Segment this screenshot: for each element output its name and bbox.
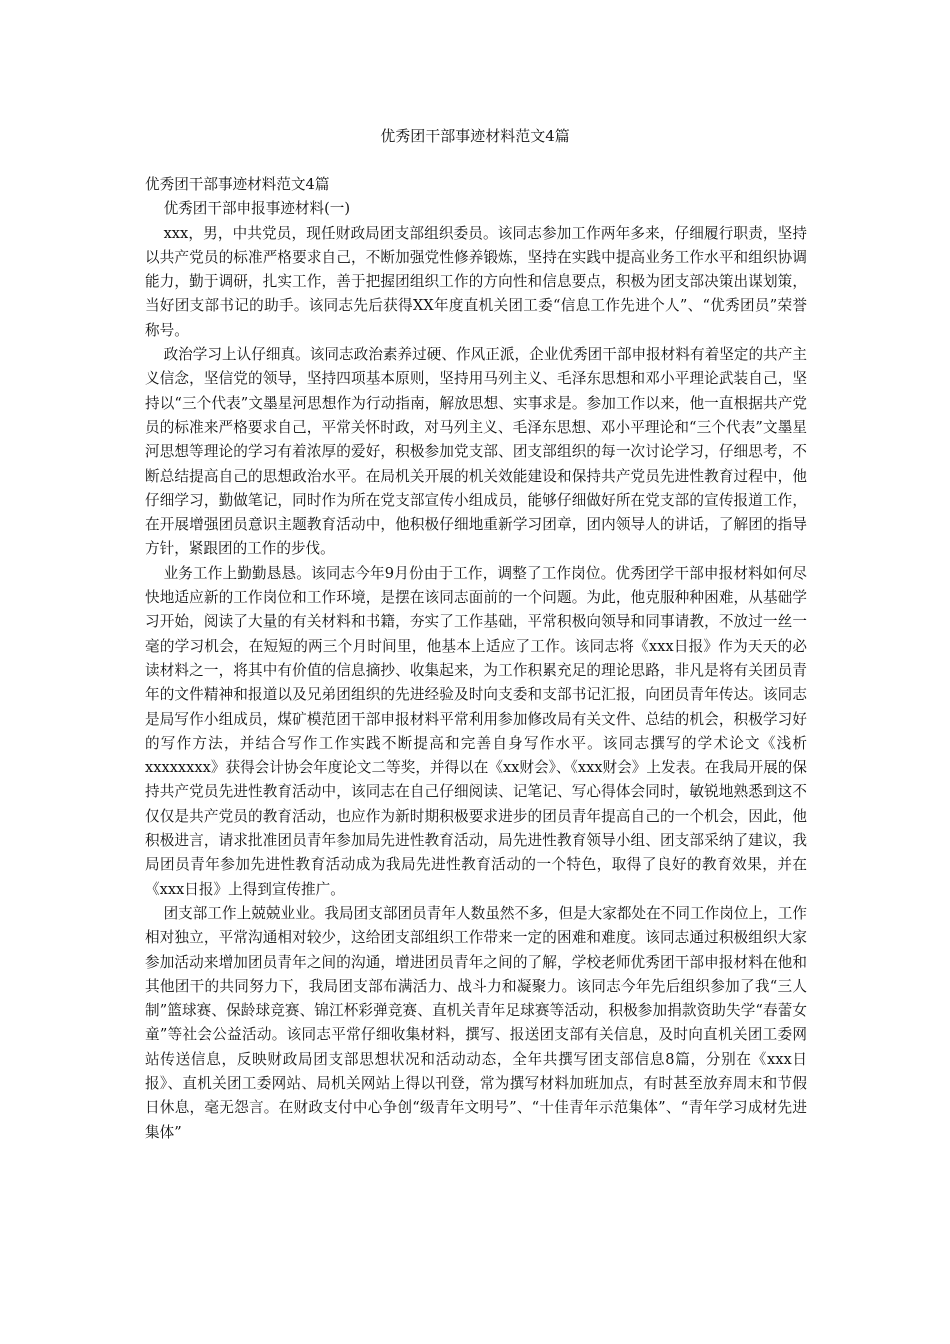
document-body bbox=[145, 173, 807, 1145]
document-subtitle: 优秀团干部事迹材料范文4篇 bbox=[145, 176, 330, 193]
document-title: 优秀团干部事迹材料范文4篇 bbox=[380, 127, 570, 145]
section-heading: 优秀团干部申报事迹材料(一) bbox=[163, 200, 351, 218]
paragraph-1: xxx，男，中共党员，现任财政局团支部组织委员。该同志参加工作两年多来，仔细履行职责，坚持以共产党员的标准严格要求自己，不断加强党性修养锻炼，坚持在实践中提高业务工作水平和组织协调能力，勤于调研，扎实工作，善于把握团组织工作的方向性和信息要点，积极为团支部决策出谋划策，当好团支部书记的助手。该同志先后获得XX年度直机关团工委“信息工作先进个人”、“优秀团员”荣誉称号。 bbox=[145, 224, 807, 339]
paragraph-3: 业务工作上勤勤恳恳。该同志今年9月份由于工作，调整了工作岗位。优秀团学干部申报材料如何尽快地适应新的工作岗位和工作环境，是摆在该同志面前的一个问题。为此，他克服种种困难，从基础学习开始，阅读了大量的有关材料和书籍，夯实了工作基础，平常积极向领导和同事请教，不放过一丝一毫的学习机会，在短短的两三个月时间里，他基本上适应了工作。该同志将《xxx日报》作为天天的必读材料之一，将其中有价值的信息摘抄、收集起来，为工作积累充足的理论思路，非凡是将有关团员青年的文件精神和报道以及兄弟团组织的先进经验及时向支委和支部书记汇报，向团员青年传达。该同志是局写作小组成员，煤矿模范团干部申报材料平常利用参加修改局有关文件、总结的机会，积极学习好的写作方法，并结合写作工作实践不断提高和完善自身写作水平。该同志撰写的学术论文《浅析xxxxxxxx》获得会计协会年度论文二等奖，并得以在《xx财会》、《xxx财会》上发表。在我局开展的保持共产党员先进性教育活动中，该同志在自己仔细阅读、记笔记、写心得体会同时，敏锐地熟悉到这不仅仅是共产党员的教育活动，也应作为新时期积极要求进步的团员青年提高自己的一个机会，因此，他积极进言，请求批准团员青年参加局先进性教育活动，局先进性教育领导小组、团支部采纳了建议，我局团员青年参加先进性教育活动成为我局先进性教育活动的一个特色，取得了良好的教育效果，并在《xxx日报》上得到宣传推广。 bbox=[145, 564, 807, 898]
paragraph-2: 政治学习上认仔细真。该同志政治素养过硬、作风正派，企业优秀团干部申报材料有着坚定的共产主义信念，坚信党的领导，坚持四项基本原则，坚持用马列主义、毛泽东思想和邓小平理论武装自己，坚持以“三个代表”文墨星河思想作为行动指南，解放思想、实事求是。参加工作以来，他一直根据共产党员的标准来严格要求自己，平常关怀时政，对马列主义、毛泽东思想、邓小平理论和“三个代表”文墨星河思想等理论的学习有着浓厚的爱好，积极参加党支部、团支部组织的每一次讨论学习，仔细思考，不断总结提高自己的思想政治水平。在局机关开展的机关效能建设和保持共产党员先进性教育过程中，他仔细学习，勤做笔记，同时作为所在党支部宣传小组成员，能够仔细做好所在党支部的宣传报道工作，在开展增强团员意识主题教育活动中，他积极仔细地重新学习团章，团内领导人的讲话，了解团的指导方针，紧跟团的工作的步伐。 bbox=[145, 346, 807, 558]
paragraph-4: 团支部工作上兢兢业业。我局团支部团员青年人数虽然不多，但是大家都处在不同工作岗位上，工作相对独立，平常沟通相对较少，这给团支部组织工作带来一定的困难和难度。该同志通过积极组织大家参加活动来增加团员青年之间的沟通，增进团员青年之间的了解，学校老师优秀团干部申报材料在他和其他团干的共同努力下，我局团支部布满活力、战斗力和凝聚力。该同志今年先后组织参加了我“三人制”篮球赛、保龄球竞赛、锦江杯彩弹竞赛、直机关青年足球赛等活动，积极参加捐款资助失学“春蕾女童”等社会公益活动。该同志平常仔细收集材料，撰写、报送团支部有关信息，及时向直机关团工委网站传送信息，反映财政局团支部思想状况和活动动态，全年共撰写团支部信息8篇，分别在《xxx日报》、直机关团工委网站、局机关网站上得以刊登，常为撰写材料加班加点，有时甚至放弃周末和节假日休息，毫无怨言。在财政支付中心争创“级青年文明号”、“十佳青年示范集体”、“青年学习成材先进集体” bbox=[145, 904, 807, 1141]
